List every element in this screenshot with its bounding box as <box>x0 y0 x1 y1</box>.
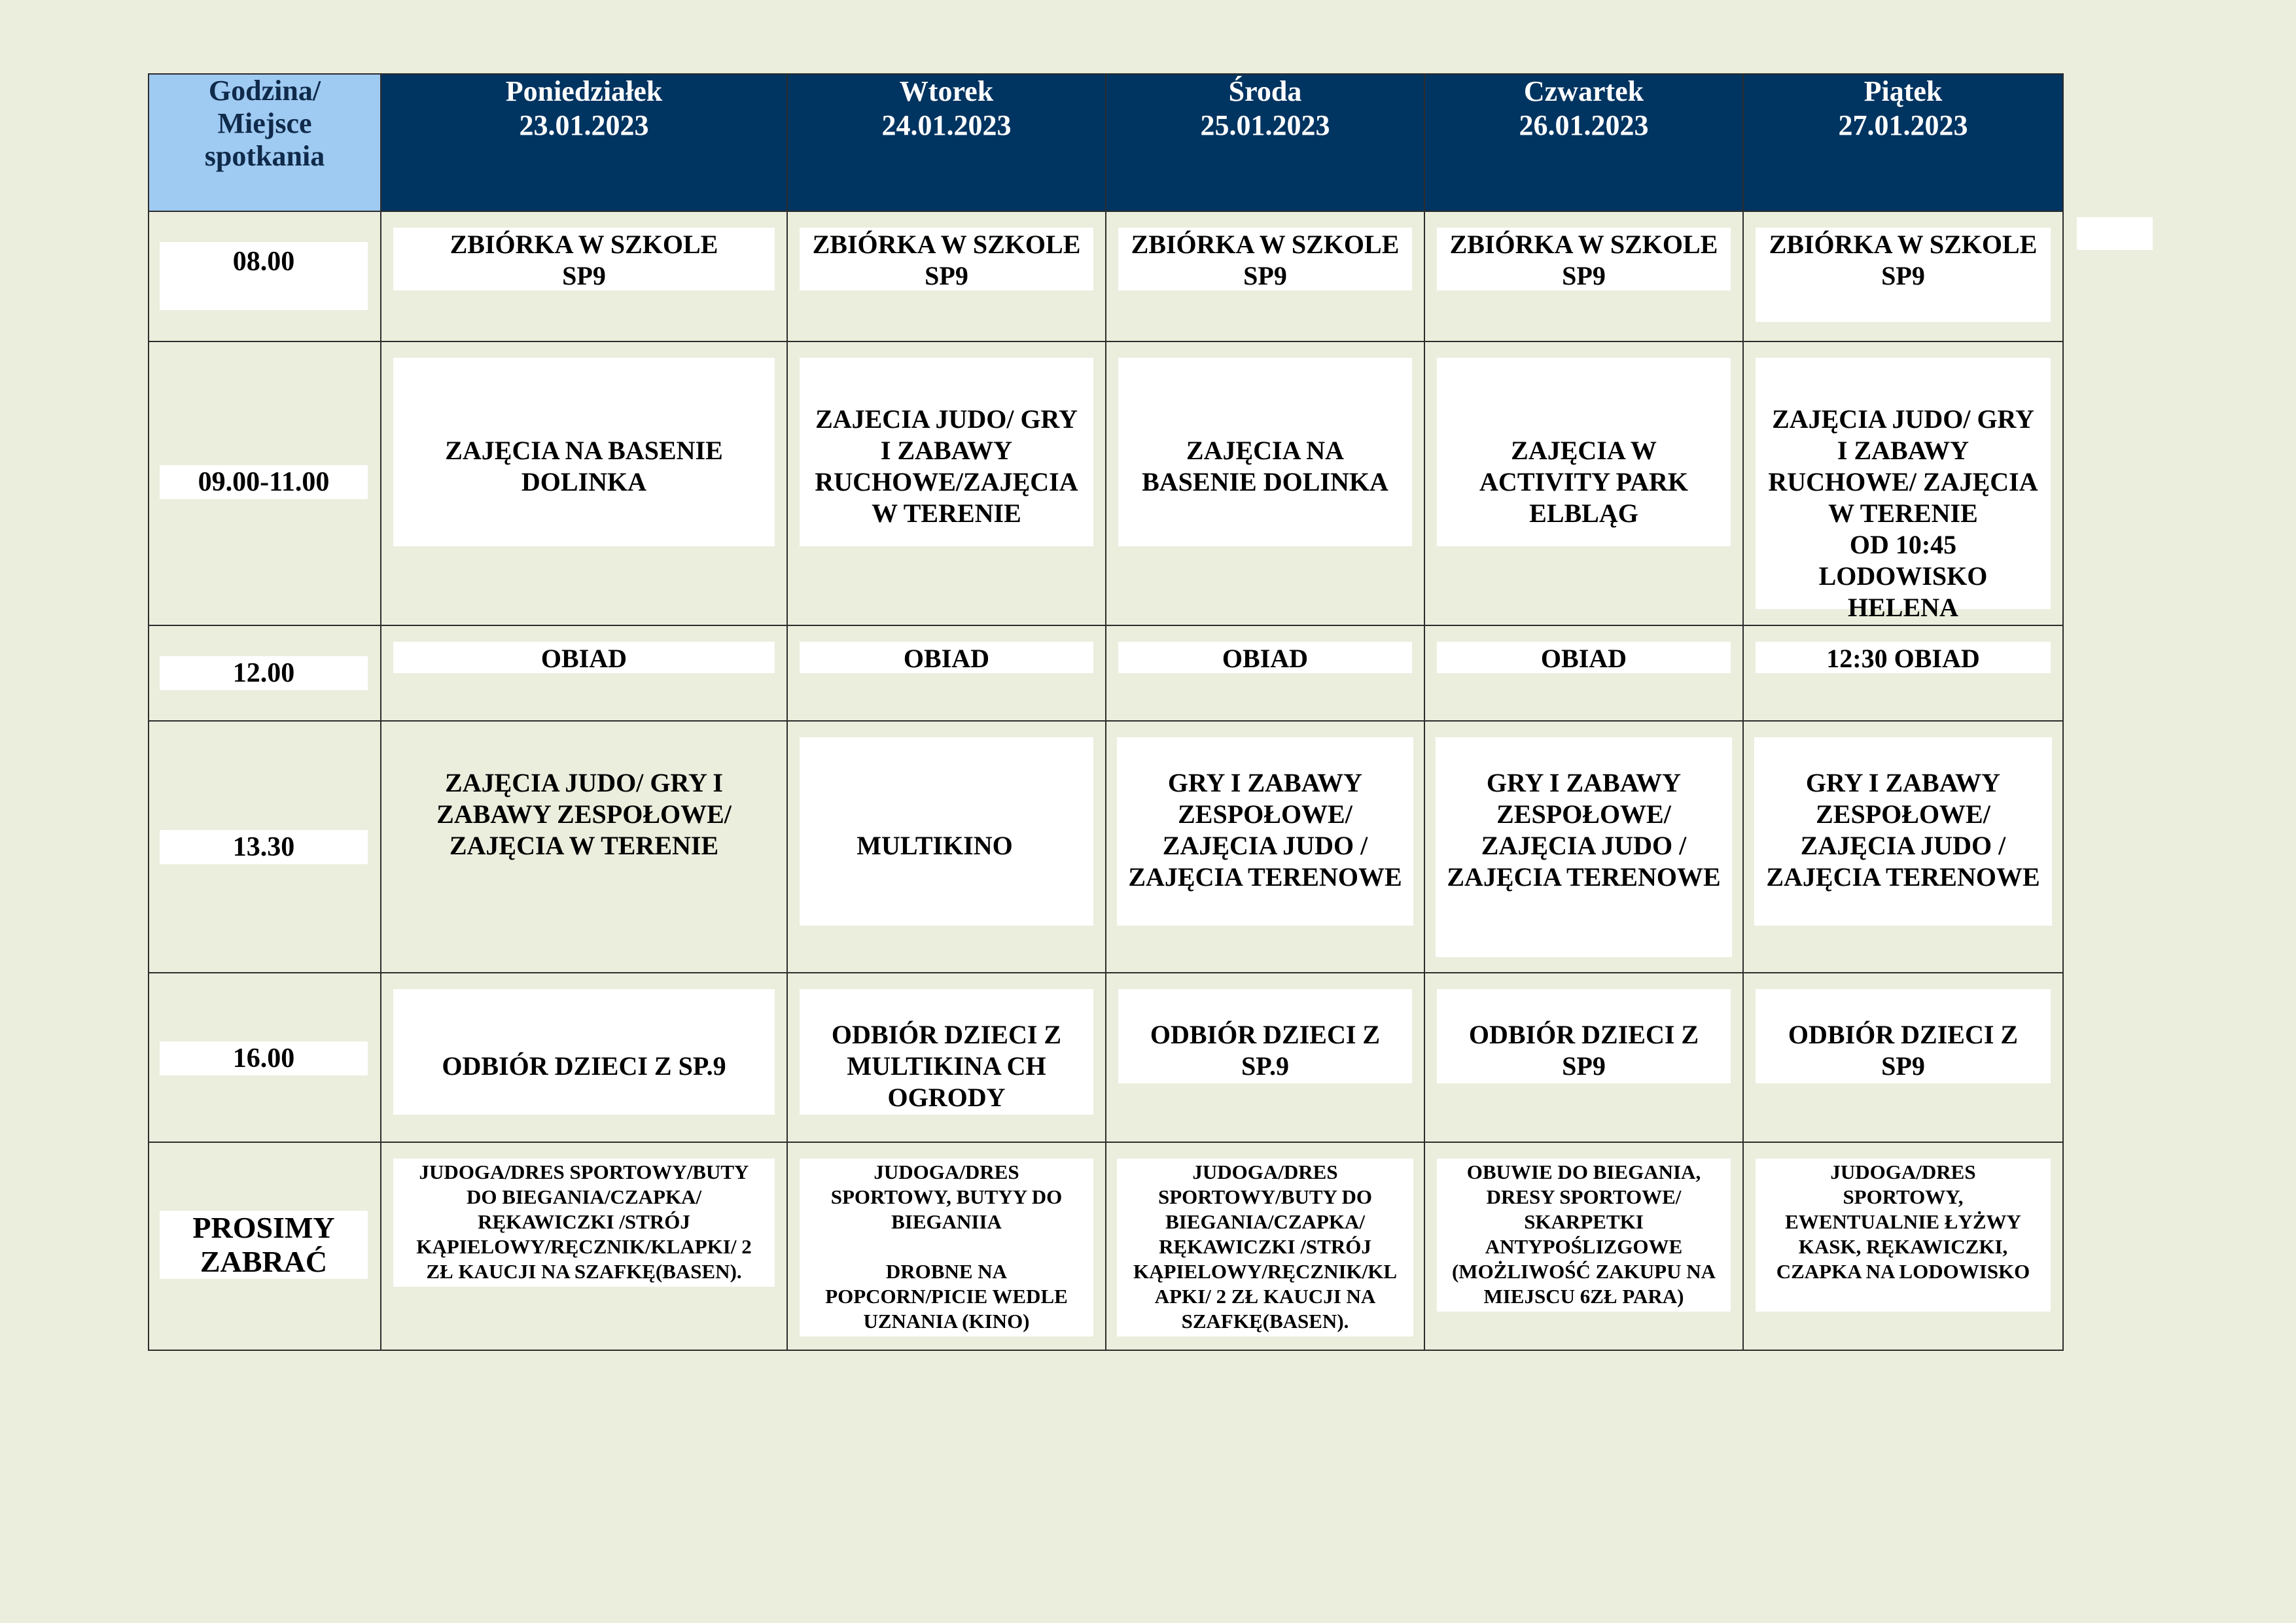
activity-text: ZAJĘCIA NA BASENIE DOLINKA <box>1118 358 1412 546</box>
activity-cell <box>1424 721 1743 973</box>
activity-text: OBUWIE DO BIEGANIA, DRESY SPORTOWE/ SKARPETKI ANTYPOŚLIZGOWE (MOŻLIWOŚĆ ZAKUPU NA MIEJSCU 6ZŁ PARA) <box>1437 1159 1731 1312</box>
time-label: 08.00 <box>160 242 368 310</box>
day-date: 27.01.2023 <box>1838 109 1968 141</box>
activity-text: ZBIÓRKA W SZKOLE SP9 <box>800 228 1093 290</box>
activity-text: GRY I ZABAWY ZESPOŁOWE/ ZAJĘCIA JUDO / ZAJĘCIA TERENOWE <box>1436 737 1732 957</box>
activity-text: ZAJECIA JUDO/ GRY I ZABAWY RUCHOWE/ZAJĘCIA W TERENIE <box>800 358 1093 546</box>
activity-cell <box>1424 1142 1743 1350</box>
day-date: 24.01.2023 <box>881 109 1012 141</box>
activity-cell <box>1743 211 2063 341</box>
activity-cell <box>1743 973 2063 1142</box>
activity-text: JUDOGA/DRES SPORTOWY/BUTY DO BIEGANIA/CZAPKA/ RĘKAWICZKI /STRÓJ KĄPIELOWY/RĘCZNIK/KLAPKI/ 2 ZŁ KAUCJI NA SZAFKĘ(BASEN). <box>393 1159 775 1287</box>
time-cell <box>149 973 381 1142</box>
activity-text: ZAJĘCIA JUDO/ GRY I ZABAWY ZESPOŁOWE/ ZAJĘCIA W TERENIE <box>436 767 732 860</box>
activity-cell <box>1424 625 1743 721</box>
day-header-wednesday <box>1106 74 1424 211</box>
activity-cell <box>787 341 1106 625</box>
activity-text: ODBIÓR DZIECI Z SP9 <box>1756 989 2051 1083</box>
activity-text: ZBIÓRKA W SZKOLE SP9 <box>1118 228 1412 290</box>
activity-cell <box>381 341 787 625</box>
day-name: Wtorek <box>899 75 994 107</box>
day-header-monday <box>381 74 787 211</box>
activity-text: ZAJĘCIA JUDO/ GRY I ZABAWY RUCHOWE/ ZAJĘCIA W TERENIE OD 10:45 LODOWISKO HELENA <box>1756 358 2051 609</box>
schedule-row <box>149 973 2063 1142</box>
activity-cell <box>381 973 787 1142</box>
activity-text: ODBIÓR DZIECI Z SP.9 <box>1118 989 1412 1083</box>
activity-text: JUDOGA/DRES SPORTOWY, EWENTUALNIE ŁYŻWY KASK, RĘKAWICZKI, CZAPKA NA LODOWISKO <box>1756 1159 2051 1312</box>
day-date: 26.01.2023 <box>1519 109 1649 141</box>
activity-text: JUDOGA/DRES SPORTOWY, BUTYY DO BIEGANIIA DROBNE NA POPCORN/PICIE WEDLE UZNANIA (KINO) <box>800 1159 1093 1336</box>
activity-cell <box>381 625 787 721</box>
schedule-row <box>149 721 2063 973</box>
activity-cell <box>787 721 1106 973</box>
activity-text: MULTIKINO <box>800 737 1093 926</box>
activity-text: ODBIÓR DZIECI Z SP.9 <box>393 989 775 1115</box>
day-name: Środa <box>1228 75 1302 107</box>
activity-cell <box>1424 341 1743 625</box>
activity-cell <box>1106 341 1424 625</box>
activity-cell <box>1106 1142 1424 1350</box>
activity-text: ZBIÓRKA W SZKOLE SP9 <box>393 228 775 290</box>
activity-cell <box>1743 721 2063 973</box>
activity-text: 12:30 OBIAD <box>1756 642 2051 673</box>
activity-text: GRY I ZABAWY ZESPOŁOWE/ ZAJĘCIA JUDO / ZAJĘCIA TERENOWE <box>1117 737 1413 926</box>
time-label: 16.00 <box>160 1041 368 1075</box>
day-name: Piątek <box>1863 75 1943 107</box>
activity-text: ZBIÓRKA W SZKOLE SP9 <box>1437 228 1731 290</box>
activity-text: OBIAD <box>1118 642 1412 673</box>
blank-side-box <box>2077 217 2153 250</box>
time-label: 13.30 <box>160 830 368 864</box>
schedule-row <box>149 625 2063 721</box>
activity-cell <box>1106 973 1424 1142</box>
day-header-friday <box>1743 74 2063 211</box>
activity-text: ODBIÓR DZIECI Z SP9 <box>1437 989 1731 1083</box>
activity-text: ZAJĘCIA W ACTIVITY PARK ELBLĄG <box>1437 358 1731 546</box>
activity-text: OBIAD <box>393 642 775 673</box>
activity-cell <box>1743 341 2063 625</box>
activity-cell <box>787 973 1106 1142</box>
activity-cell <box>1106 721 1424 973</box>
header-row <box>149 74 2063 211</box>
activity-cell <box>1106 211 1424 341</box>
activity-cell <box>1106 625 1424 721</box>
activity-cell <box>381 1142 787 1350</box>
time-cell <box>149 1142 381 1350</box>
day-name: Poniedziałek <box>505 75 663 107</box>
activity-text: ODBIÓR DZIECI Z MULTIKINA CH OGRODY <box>800 989 1093 1115</box>
activity-cell <box>787 625 1106 721</box>
corner-header: Godzina/ Miejsce spotkania <box>149 74 381 211</box>
activity-cell <box>1424 973 1743 1142</box>
time-label: PROSIMY ZABRAĆ <box>160 1211 368 1279</box>
activity-cell <box>1743 625 2063 721</box>
schedule-row <box>149 211 2063 341</box>
activity-text: JUDOGA/DRES SPORTOWY/BUTY DO BIEGANIA/CZAPKA/ RĘKAWICZKI /STRÓJ KĄPIELOWY/RĘCZNIK/KL APKI/ 2 ZŁ KAUCJI NA SZAFKĘ(BASEN). <box>1117 1159 1413 1336</box>
activity-cell <box>787 211 1106 341</box>
day-date: 25.01.2023 <box>1200 109 1330 141</box>
time-cell <box>149 341 381 625</box>
activity-text: GRY I ZABAWY ZESPOŁOWE/ ZAJĘCIA JUDO / ZAJĘCIA TERENOWE <box>1754 737 2052 926</box>
time-label: 12.00 <box>160 656 368 690</box>
time-cell <box>149 721 381 973</box>
time-cell <box>149 211 381 341</box>
schedule-table <box>148 73 2064 1351</box>
time-cell <box>149 625 381 721</box>
time-label: 09.00-11.00 <box>160 465 368 499</box>
activity-cell <box>1424 211 1743 341</box>
activity-text: ZBIÓRKA W SZKOLE SP9 <box>1756 228 2051 322</box>
activity-text: ZAJĘCIA NA BASENIE DOLINKA <box>393 358 775 546</box>
activity-cell <box>381 211 787 341</box>
schedule-row <box>149 1142 2063 1350</box>
day-header-tuesday <box>787 74 1106 211</box>
activity-cell <box>787 1142 1106 1350</box>
day-name: Czwartek <box>1523 75 1644 107</box>
schedule-row <box>149 341 2063 625</box>
activity-cell <box>1743 1142 2063 1350</box>
activity-text: OBIAD <box>800 642 1093 673</box>
activity-cell <box>381 721 787 973</box>
day-header-thursday <box>1424 74 1743 211</box>
activity-text: OBIAD <box>1437 642 1731 673</box>
day-date: 23.01.2023 <box>519 109 649 141</box>
